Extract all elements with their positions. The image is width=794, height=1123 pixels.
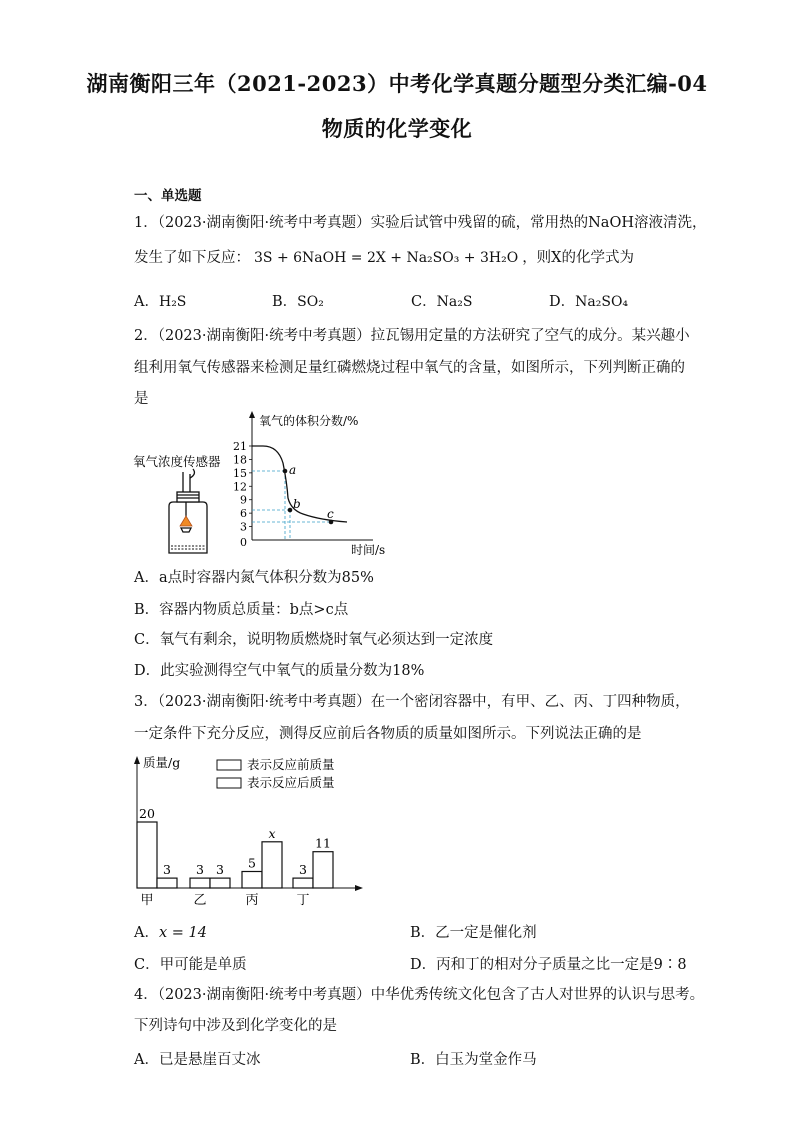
q1-text2-pre: 发生了如下反应： (134, 250, 250, 266)
q1-line1 (134, 213, 706, 233)
q2-line3: 是 (134, 391, 149, 407)
bar-after-2 (262, 842, 282, 888)
legend-before-swatch (217, 760, 241, 770)
q2-option-a[interactable]: A．a点时容器内氮气体积分数为85% (134, 570, 374, 586)
q3-option-b[interactable]: B．乙一定是催化剂 (410, 925, 537, 941)
legend-before-label: 表示反应前质量 (247, 757, 335, 772)
bar-before-1 (190, 878, 210, 888)
q2-line1: 2．（2023·湖南衡阳·统考中考真题）拉瓦锡用定量的方法研究了空气的成分。某兴趣小 (134, 328, 690, 344)
bar-value-label: 3 (299, 862, 307, 878)
q3-line2: 一定条件下充分反应，测得反应前后各物质的质量如图所示。下列说法正确的是 (134, 726, 642, 742)
q3-option-a[interactable]: A．x = 14 (134, 925, 207, 941)
q1-option-d[interactable]: D．Na₂SO₄ (549, 294, 629, 310)
y-tick-label: 18 (233, 453, 247, 467)
q2-option-c[interactable]: C．氧气有剩余，说明物质燃烧时氧气必须达到一定浓度 (134, 632, 494, 648)
bar-value-label: 3 (163, 862, 171, 878)
q2-option-b[interactable]: B．容器内物质总质量：b点>c点 (134, 602, 349, 618)
bar-value-label: 5 (248, 855, 256, 871)
category-label: 丙 (245, 893, 259, 908)
bar-value-label: 3 (196, 862, 204, 878)
q1-line2 (134, 248, 634, 268)
sensor-label: 氧气浓度传感器 (133, 454, 221, 469)
q2-figure (125, 408, 405, 558)
x-axis-label: 时间/s (351, 543, 386, 557)
y-axis-label: 氧气的体积分数/% (259, 414, 359, 428)
y-tick-label: 21 (233, 440, 247, 453)
q2-line2: 组利用氧气传感器来检测足量红磷燃烧过程中氧气的含量，如图所示，下列判断正确的 (134, 360, 685, 376)
point-a-label: a (289, 463, 297, 477)
bar-value-label: 20 (139, 806, 155, 821)
bar-after-0 (157, 878, 177, 888)
bar-before-0 (137, 822, 157, 888)
legend-after-swatch (217, 778, 241, 788)
q4-line2: 下列诗句中涉及到化学变化的是 (134, 1018, 337, 1034)
legend-after-label: 表示反应后质量 (247, 775, 335, 790)
q2-option-d[interactable]: D．此实验测得空气中氧气的质量分数为18% (134, 663, 425, 679)
combustion-bottle (169, 469, 207, 553)
q3-bar-chart (125, 750, 375, 910)
q4-option-a[interactable]: A．已是悬崖百丈冰 (134, 1052, 261, 1068)
page-title-line1: 湖南衡阳三年（2021-2023）中考化学真题分题型分类汇编-04 (86, 71, 708, 96)
q3-option-c[interactable]: C．甲可能是单质 (134, 957, 247, 973)
q1-text1: 实验后试管中残留的硫，常用热的NaOH溶液清洗， (370, 215, 707, 231)
q1-option-c[interactable]: C．Na₂S (411, 294, 473, 310)
category-label: 甲 (140, 893, 154, 908)
y-tick-label: 6 (240, 507, 247, 521)
bar-before-2 (242, 872, 262, 889)
q3-y-label: 质量/g (143, 755, 181, 770)
bar-after-1 (210, 878, 230, 888)
point-b-label: b (293, 497, 301, 511)
q3-line1: 3．（2023·湖南衡阳·统考中考真题）在一个密闭容器中，有甲、乙、丙、丁四种物质， (134, 694, 690, 710)
q3-option-d[interactable]: D．丙和丁的相对分子质量之比一定是9∶8 (410, 957, 687, 973)
q3-source: （2023·湖南衡阳·统考中考真题） (157, 694, 371, 710)
q1-equation: 3S + 6NaOH = 2X + Na₂SO₃ + 3H₂O (254, 250, 519, 266)
y-tick-label: 15 (233, 466, 247, 480)
y-tick-label: 9 (240, 493, 247, 507)
section-heading: 一、单选题 (134, 188, 202, 204)
point-a (283, 469, 288, 474)
page-title-line2: 物质的化学变化 (321, 116, 473, 141)
q4-source: （2023·湖南衡阳·统考中考真题） (157, 987, 371, 1003)
bar-before-3 (293, 878, 313, 888)
q1-text2-post: ，则X的化学式为 (522, 250, 635, 266)
bar-value-label: 3 (216, 862, 224, 878)
origin-label: 0 (240, 536, 247, 549)
q1-number: 1． (134, 215, 158, 231)
y-tick-label: 12 (233, 480, 247, 494)
point-b (288, 508, 293, 513)
category-label: 乙 (193, 893, 207, 908)
q1-option-a[interactable]: A．H₂S (134, 294, 187, 310)
q2-source: （2023·湖南衡阳·统考中考真题） (157, 328, 371, 344)
y-tick-label: 3 (240, 520, 247, 534)
bar-value-label: 11 (315, 835, 331, 851)
point-c-label: c (327, 507, 334, 521)
q4-line1: 4．（2023·湖南衡阳·统考中考真题）中华优秀传统文化包含了古人对世界的认识与思考。 (134, 987, 705, 1003)
bar-after-3 (313, 852, 333, 888)
bar-value-label: x (268, 825, 276, 841)
category-label: 丁 (296, 893, 310, 908)
q4-option-b[interactable]: B．白玉为堂金作马 (410, 1052, 537, 1068)
q1-source: （2023·湖南衡阳·统考中考真题） (157, 215, 371, 231)
q1-option-b[interactable]: B．SO₂ (272, 294, 324, 310)
